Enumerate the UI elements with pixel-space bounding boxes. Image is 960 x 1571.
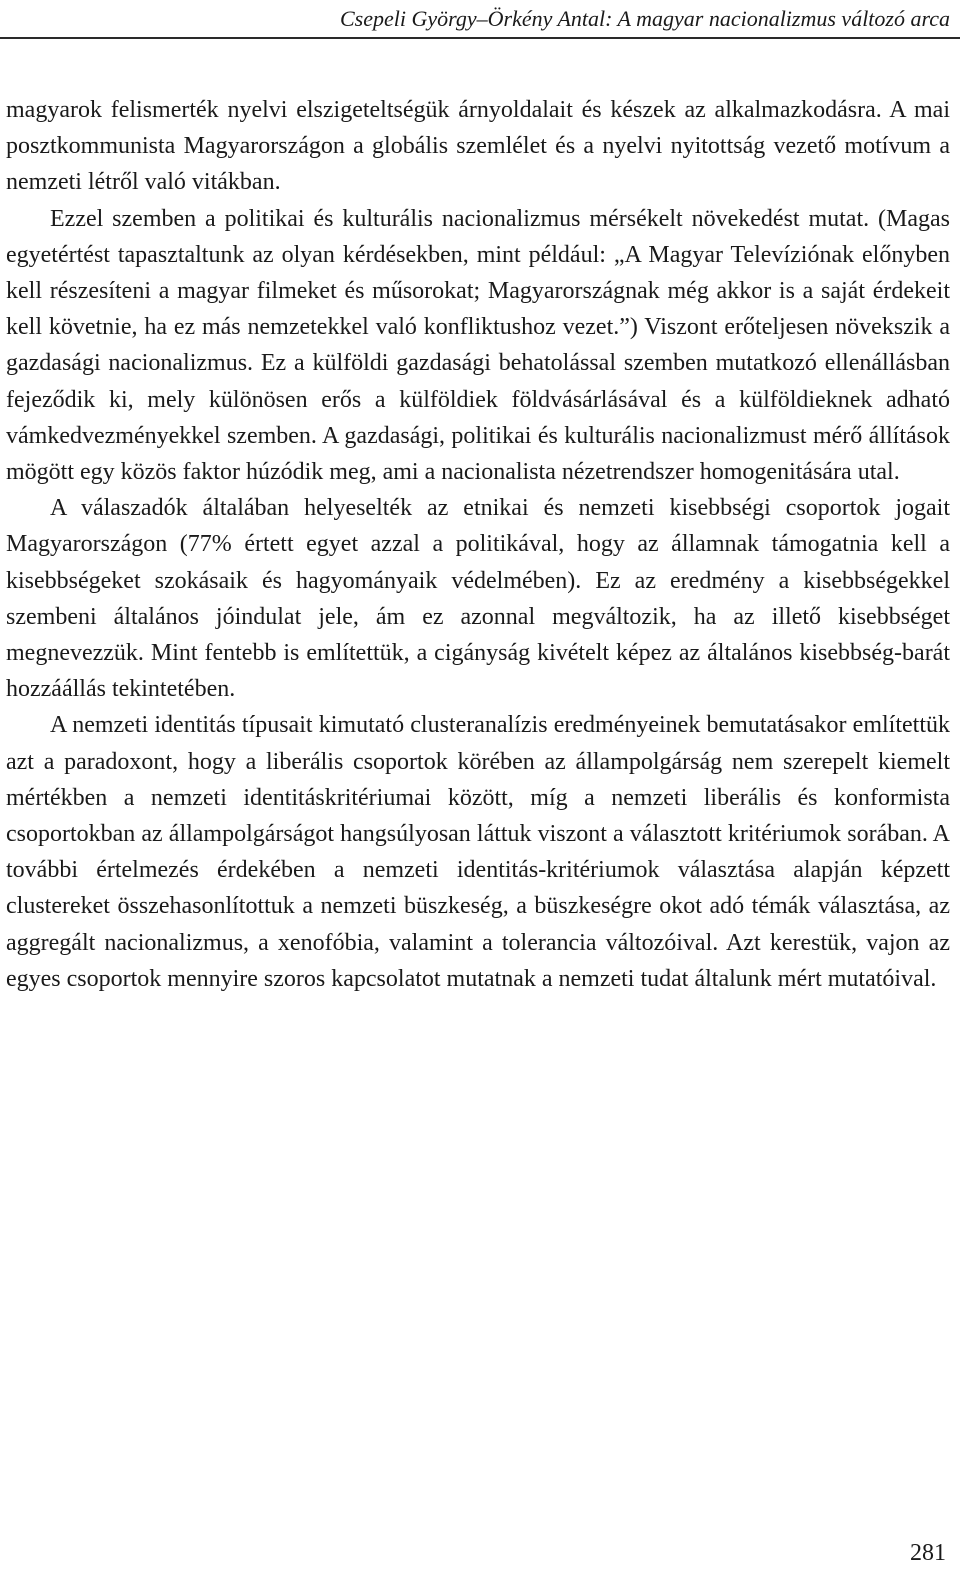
header-rule bbox=[0, 37, 960, 39]
running-header: Csepeli György–Örkény Antal: A magyar nacionalizmus változó arca bbox=[339, 6, 950, 31]
page-number: 281 bbox=[910, 1540, 946, 1566]
paragraph-3: A válaszadók általában helyeselték az etnikai és nemzeti kisebbségi csoportok jogait Magyarországon (77% értett egyet azzal a politikával, hogy az államnak támogatnia kell a kisebbségeket szokásaik és hagyományaik védelmében). Ez az eredmény a kisebbségekkel szembeni általános jóindulat jele, ám ez azonnal megváltozik, ha az illető kisebbséget megnevezzük. Mint fentebb is említettük, a cigányság kivételt képez az általános kisebbség-barát hozzáállás tekintetében. bbox=[6, 495, 950, 703]
paragraph-1: magyarok felismerték nyelvi elszigeteltségük árnyoldalait és készek az alkalmazkodásra. A mai posztkommunista Magyarországon a globális szemlélet és a nyelvi nyitottság vezető motívum a nemzeti létről való vitákban. bbox=[6, 97, 950, 196]
paragraph-4: A nemzeti identitás típusait kimutató clusteranalízis eredményeinek bemutatásakor említettük azt a paradoxont, hogy a liberális csoportok körében az állampolgárság nem szerepelt kiemelt mértékben a nemzeti identitáskritériumai között, míg a nemzeti liberális és konformista csoportokban az állampolgárságot hangsúlyosan láttuk viszont a választott kritériumok sorában. A további értelmezés érdekében a nemzeti identitás-kritériumok választása alapján képzett clustereket összehasonlítottuk a nemzeti büszkeség, a büszkeségre okot adó témák választása, az aggregált nacionalizmus, a xenofóbia, valamint a tolerancia változóival. Azt kerestük, vajon az egyes csoportok mennyire szoros kapcsolatot mutatnak a nemzeti tudat általunk mért mutatóival. bbox=[6, 712, 950, 992]
paragraph-2: Ezzel szemben a politikai és kulturális nacionalizmus mérsékelt növekedést mutat. (Magas egyetértést tapasztaltunk az olyan kérdésekben, mint például: „A Magyar Televíziónak előnyben kell részesíteni a magyar filmeket és műsorokat; Magyarországnak még akkor is a saját érdekeit kell követnie, ha ez más nemzetekkel való konfliktushoz vezet.”) Viszont erőteljesen növekszik a gazdasági nacionalizmus. Ez a külföldi gazdasági behatolással szemben mutatkozó ellenállásban fejeződik ki, mely különösen erős a külföldiek földvásárlásával és a külföldieknek adható vámkedvezményekkel szemben. A gazdasági, politikai és kulturális nacionalizmust mérő állítások mögött egy közös faktor húzódik meg, ami a nacionalista nézetrendszer homogenitására utal. bbox=[6, 205, 950, 486]
body-text bbox=[6, 92, 950, 997]
